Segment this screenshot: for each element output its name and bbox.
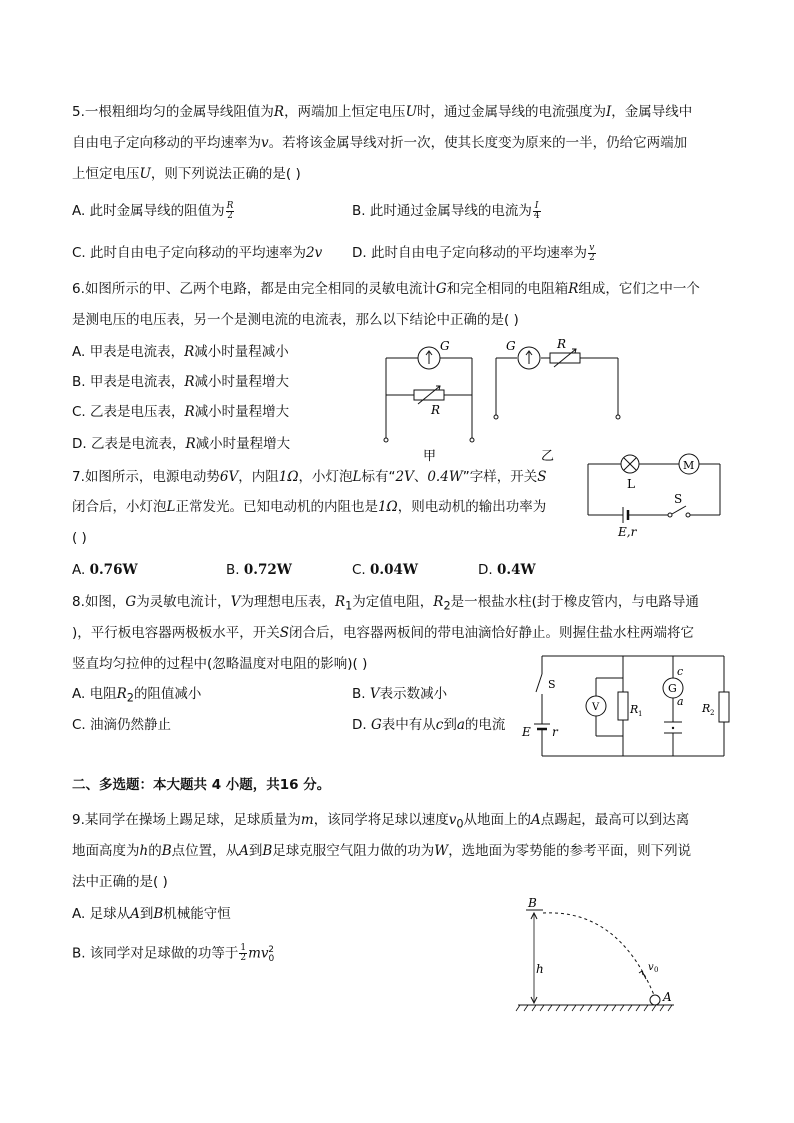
label-v0: v	[648, 962, 654, 973]
label-R: R	[431, 403, 441, 417]
label-M: M	[683, 459, 695, 472]
text: 、	[413, 469, 428, 485]
sym: R	[185, 436, 196, 452]
q5-option-a[interactable]	[72, 201, 235, 221]
sym: L	[166, 499, 176, 515]
q8-option-b[interactable]	[352, 684, 447, 704]
text: D.	[478, 562, 493, 578]
q8-option-d[interactable]	[352, 715, 505, 735]
text: ( )	[72, 530, 87, 546]
text: 到	[443, 717, 457, 733]
text: D. 此时自由电子定向移动的平均速率为	[352, 245, 587, 261]
q7-option-d[interactable]	[478, 560, 536, 580]
label-B: B	[528, 896, 537, 910]
text: 为灵敏电流计，	[136, 594, 231, 610]
sym: R	[433, 594, 444, 610]
q8-option-a[interactable]	[72, 684, 201, 709]
label-yi: 乙	[541, 449, 555, 464]
label-R1-sub: 1	[638, 710, 643, 718]
text: 标有“	[361, 469, 396, 485]
fraction	[533, 202, 541, 221]
sym: v	[448, 812, 457, 828]
text: 5.一根粗细均匀的金属导线阻值为	[72, 104, 274, 120]
oil-drop	[672, 727, 674, 729]
text: 机械能守恒	[163, 906, 231, 922]
sym: A	[239, 843, 249, 859]
text: C.	[352, 562, 366, 578]
text: 闭合后，电容器两板间的带电油滴恰好静止。则握住盐水柱两端将它	[289, 625, 695, 641]
q8-line-2	[72, 623, 694, 643]
label-G: G	[506, 339, 516, 353]
text: C. 乙表是电压表，	[72, 404, 185, 420]
sym: 6V	[219, 469, 239, 485]
text: ”字样，开关	[462, 469, 538, 485]
text: 减小时量程增大	[194, 374, 290, 390]
text: 是测电压的电压表，另一个是测电流的电流表，那么以下结论中正确的是( )	[72, 312, 519, 328]
text: ，则下列说法正确的是( )	[150, 166, 301, 182]
label-S: S	[674, 492, 683, 506]
q5-option-b[interactable]	[352, 201, 542, 221]
q8-option-c[interactable]	[72, 715, 171, 735]
text: A. 足球从	[72, 906, 131, 922]
sym: v	[260, 945, 269, 962]
text: B. 甲表是电流表，	[72, 374, 185, 390]
label-a: a	[677, 695, 684, 708]
q7-option-c[interactable]	[352, 560, 418, 580]
q7-circuit-figure	[580, 448, 730, 543]
q6-option-d[interactable]	[72, 434, 290, 454]
q8-line-1	[72, 592, 699, 617]
section-heading: 二、多选题：本大题共 4 小题，共16 分。	[72, 777, 331, 793]
text: A. 此时金属导线的阻值为	[72, 203, 225, 219]
label-E: E	[522, 725, 531, 739]
text: B.	[226, 562, 240, 578]
text: A.	[72, 562, 86, 578]
value: 0.72W	[243, 562, 292, 578]
text: 点位置，从	[171, 843, 240, 859]
q5-line-1	[72, 102, 692, 122]
sym: R	[184, 374, 195, 390]
sub: 2	[443, 599, 451, 613]
den: 4	[533, 210, 540, 221]
label-c: c	[677, 665, 684, 678]
q7-line-2	[72, 497, 546, 517]
text: 闭合后，小灯泡	[72, 499, 167, 515]
text: 为理想电压表，	[240, 594, 335, 610]
sym: G	[370, 717, 382, 733]
sym: I	[605, 104, 612, 120]
sym: U	[405, 104, 417, 120]
text: A. 甲表是电流表，	[72, 344, 185, 360]
fraction	[588, 244, 596, 263]
q9-line-2	[72, 841, 691, 861]
sym: 2v	[306, 245, 323, 261]
text: 正常发光。已知电动机的内阻也是	[175, 499, 378, 515]
text: 法中正确的是( )	[72, 874, 168, 890]
sym: m	[300, 812, 314, 828]
text: 到	[248, 843, 263, 859]
sym: S	[279, 625, 290, 641]
sym: a	[456, 717, 465, 733]
sym: W	[434, 843, 449, 859]
text: 的阻值减小	[133, 686, 202, 702]
num: v	[589, 242, 595, 253]
q5-line-2	[72, 133, 687, 153]
label-G: G	[668, 682, 677, 695]
text: ，内阻	[238, 469, 279, 485]
text: 8.如图，	[72, 594, 126, 610]
text: ，两端加上恒定电压	[284, 104, 406, 120]
sym: U	[139, 166, 151, 182]
text: 和完全相同的电阻箱	[446, 281, 569, 297]
text: A. 电阻	[72, 686, 117, 702]
label-S: S	[548, 678, 556, 691]
label-V: V	[592, 702, 600, 713]
text: 的电流	[464, 717, 506, 733]
q9-option-a[interactable]	[72, 904, 231, 924]
text: 7.如图所示，电源电动势	[72, 469, 220, 485]
text: ，小灯泡	[298, 469, 353, 485]
sym: V	[230, 594, 241, 610]
sym: 2V	[395, 469, 414, 485]
sub: 0	[456, 817, 464, 831]
sym: R	[116, 686, 127, 702]
text: D.	[352, 717, 371, 733]
q9-line-3	[72, 872, 168, 892]
value: 0.76W	[89, 562, 138, 578]
sym: B	[262, 843, 273, 859]
sym: R	[334, 594, 346, 610]
sym: R	[184, 404, 195, 420]
sym: L	[352, 469, 362, 485]
text: 从地面上的	[463, 812, 532, 828]
text: 表中有从	[381, 717, 436, 733]
sym: m	[248, 945, 261, 962]
label-A: A	[663, 990, 672, 1004]
q5-option-c[interactable]	[72, 243, 322, 263]
text: 为定值电阻，	[352, 594, 434, 610]
q6-option-c[interactable]	[72, 402, 289, 422]
text: B. 该同学对足球做的功等于	[72, 945, 239, 962]
text: 减小时量程增大	[195, 436, 291, 452]
text: B.	[352, 686, 370, 702]
sym: c	[435, 717, 444, 733]
text: B. 此时通过金属导线的电流为	[352, 203, 532, 219]
num: 1	[240, 943, 247, 953]
sym: R	[273, 104, 285, 120]
text: 9.某同学在操场上踢足球，足球质量为	[72, 812, 301, 828]
label-R2: R	[702, 702, 711, 715]
sym: G	[435, 281, 447, 297]
sym: A	[531, 812, 541, 828]
text: 自由电子定向移动的平均速率为	[72, 135, 261, 151]
text: 的	[148, 843, 162, 859]
text: 减小时量程减小	[194, 344, 289, 360]
value: 0.04W	[370, 562, 419, 578]
text: 表示数减小	[379, 686, 448, 702]
sym: V	[369, 686, 380, 702]
text: C. 油滴仍然静止	[72, 717, 172, 733]
den: 2	[588, 252, 595, 263]
sym: R	[568, 281, 579, 297]
text: 时，通过金属导线的电流强度为	[416, 104, 606, 120]
q6-line-2	[72, 310, 519, 330]
label-jia: 甲	[423, 449, 437, 464]
sup: 2	[268, 945, 274, 955]
text: D. 乙表是电流表，	[72, 436, 186, 452]
text: 6.如图所示的甲、乙两个电路，都是由完全相同的灵敏电流计	[72, 281, 436, 297]
label-R: R	[557, 337, 567, 351]
q5-option-d[interactable]	[352, 243, 597, 263]
label-r: r	[552, 725, 558, 739]
sym: v	[261, 135, 269, 151]
label-v0-sub: 0	[654, 966, 659, 974]
text: 足球克服空气阻力做的功为	[272, 843, 435, 859]
label-Er: E,r	[618, 525, 637, 539]
text: C. 此时自由电子定向移动的平均速率为	[72, 245, 307, 261]
sub: 2	[126, 691, 134, 705]
q7-line-1	[72, 467, 546, 487]
q5-line-3	[72, 164, 301, 184]
q6-option-b[interactable]	[72, 372, 289, 392]
num: R	[226, 200, 234, 211]
den: 2	[227, 210, 233, 221]
sym: 1Ω	[278, 469, 299, 485]
text: )，平行板电容器两极板水平，开关	[72, 625, 280, 641]
q7-option-a[interactable]	[72, 560, 138, 580]
text: 到	[139, 906, 154, 922]
q7-option-b[interactable]	[226, 560, 292, 580]
label-R2-sub: 2	[710, 709, 715, 717]
sym: R	[184, 344, 195, 360]
sym: B	[153, 906, 164, 922]
sym: B	[161, 843, 172, 859]
label-G: G	[440, 339, 450, 353]
text: 。若将该金属导线对折一次，使其长度变为原来的一半，仍给它两端加	[268, 135, 688, 151]
fraction	[226, 202, 235, 221]
q6-option-a[interactable]	[72, 342, 289, 362]
num: I	[533, 202, 541, 212]
fraction	[239, 944, 247, 963]
text: 竖直均匀拉伸的过程中(忽略温度对电阻的影响)( )	[72, 656, 368, 672]
label-h: h	[536, 962, 544, 976]
q8-line-3	[72, 654, 367, 674]
q7-line-3	[72, 528, 87, 548]
q8-circuit-figure	[516, 648, 738, 763]
sub: 0	[268, 954, 275, 965]
label-R1: R	[630, 703, 639, 716]
sym: S	[537, 469, 547, 485]
sym: 0.4W	[427, 469, 463, 485]
sym: A	[130, 906, 140, 922]
sym: G	[125, 594, 137, 610]
q6-line-1	[72, 279, 700, 299]
text: ，则电动机的输出功率为	[397, 499, 547, 515]
den: 2	[240, 953, 247, 963]
q9-line-1	[72, 810, 689, 835]
text: ，金属导线中	[611, 104, 693, 120]
text: ，选地面为零势能的参考平面，则下列说	[448, 843, 692, 859]
text: 上恒定电压	[72, 166, 140, 182]
label-L: L	[627, 477, 635, 491]
text: 地面高度为	[72, 843, 140, 859]
text: 是一根盐水柱(封于橡皮管内，与电路导通	[450, 594, 699, 610]
sym: h	[139, 843, 149, 859]
text: 组成，它们之中一个	[578, 281, 700, 297]
q9-option-b[interactable]	[72, 940, 274, 969]
sym: 1Ω	[377, 499, 398, 515]
q6-circuit-figure	[370, 330, 640, 465]
sub: 1	[345, 599, 353, 613]
text: 点踢起，最高可以到达离	[540, 812, 690, 828]
q9-trajectory-figure	[508, 895, 678, 1020]
text: ，该同学将足球以速度	[313, 812, 449, 828]
value: 0.4W	[496, 562, 536, 578]
text: 减小时量程增大	[194, 404, 290, 420]
